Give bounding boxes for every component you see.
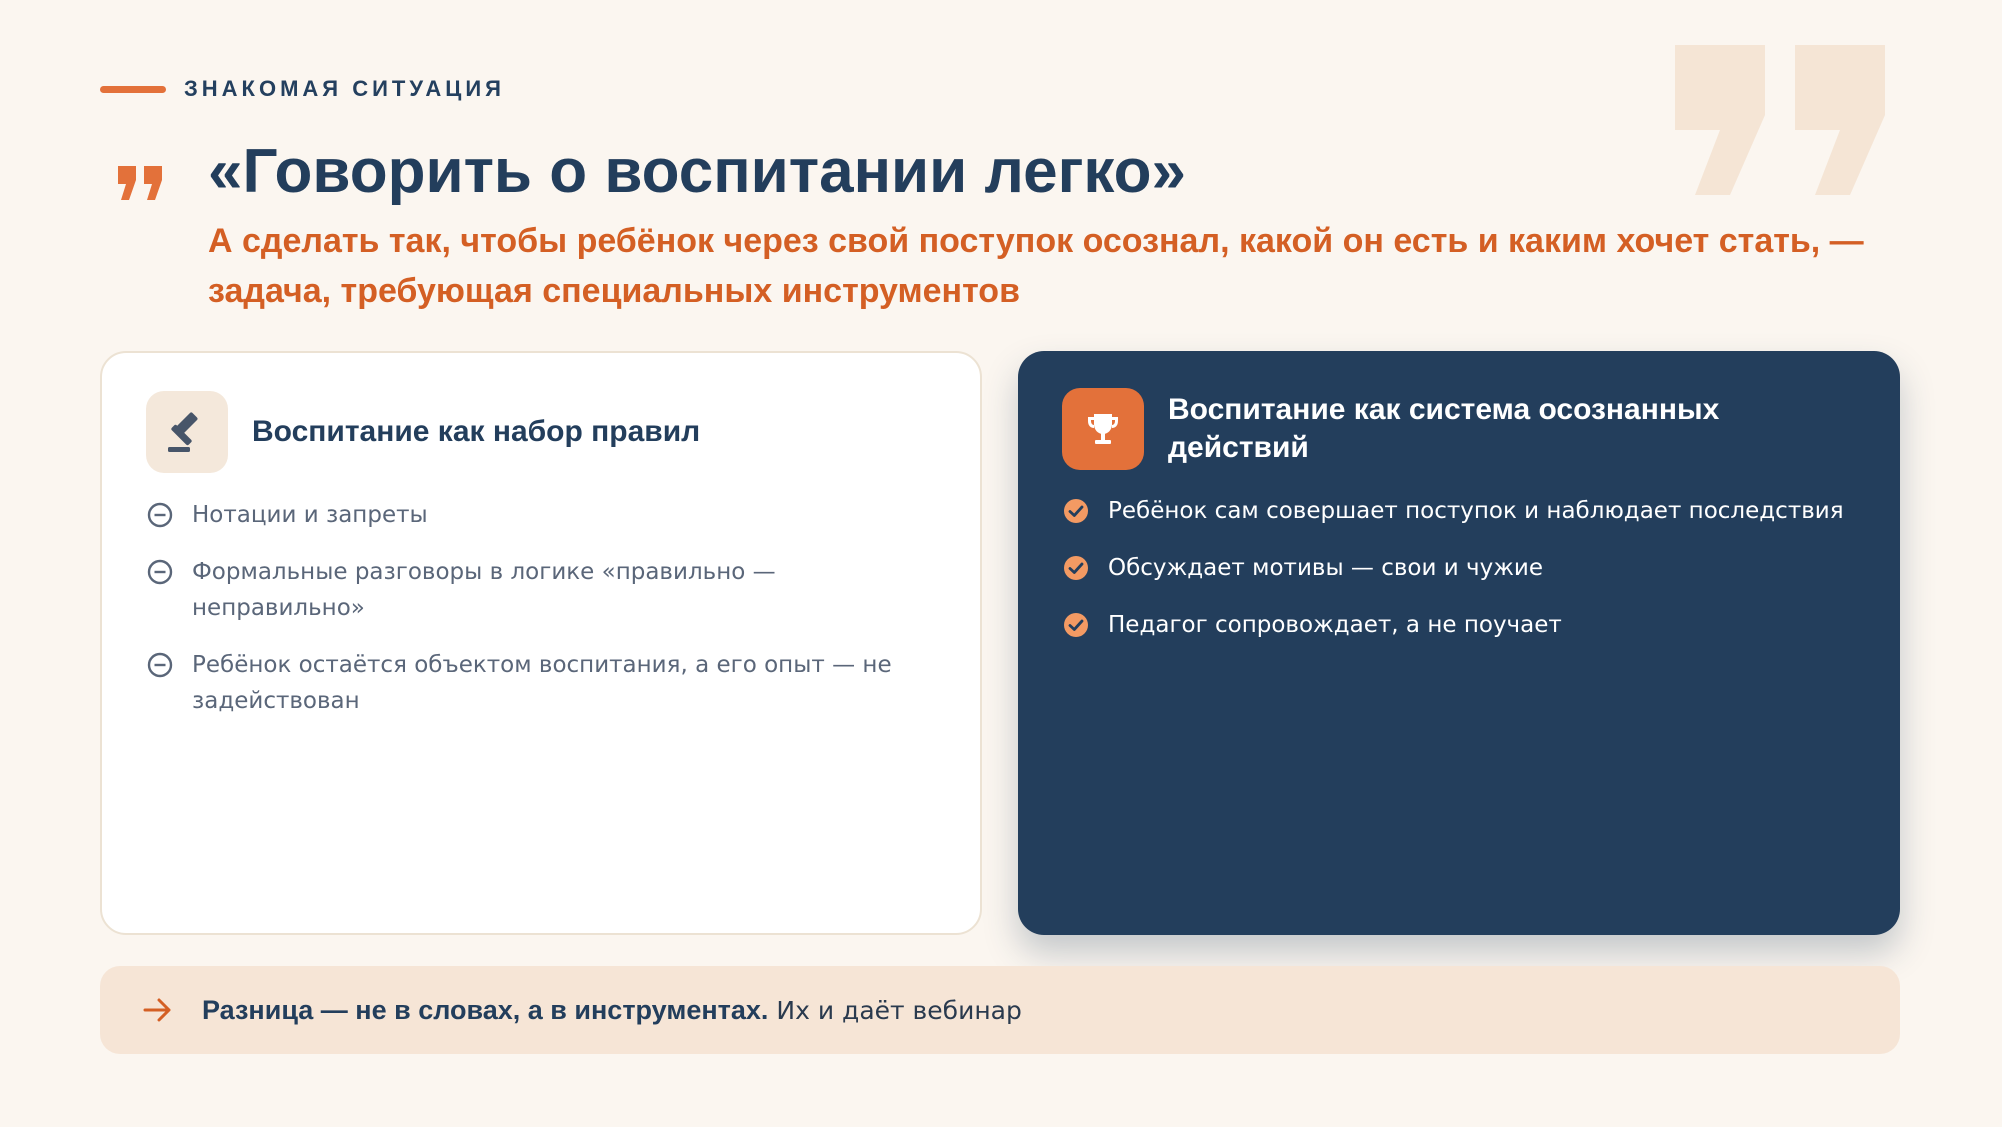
list-item-text: Педагог сопровождает, а не поучает [1108, 612, 1562, 638]
list-item-text: Нотации и запреты [192, 502, 428, 528]
conscious-actions-card [1018, 351, 1900, 935]
check-circle-icon [1062, 497, 1090, 525]
list-item [1062, 607, 1856, 643]
list-item-text: Ребёнок остаётся объектом воспитания, а его опыт — не задействован [192, 652, 892, 714]
list-item-text: Формальные разговоры в логике «правильно — неправильно» [192, 559, 776, 621]
footer-banner [100, 966, 1900, 1054]
rules-icon-box [146, 391, 228, 473]
eyebrow-accent-line [100, 86, 166, 93]
conscious-list [1062, 493, 1856, 664]
check-circle-icon [1062, 554, 1090, 582]
conscious-card-header [1062, 388, 1860, 470]
list-item [146, 554, 936, 626]
minus-circle-icon [146, 651, 174, 679]
trophy-icon-box [1062, 388, 1144, 470]
eyebrow [100, 76, 505, 102]
rules-card-title: Воспитание как набор правил [252, 415, 701, 448]
footer-text: Их и даёт вебинар [776, 995, 1022, 1025]
arrow-right-icon [142, 996, 174, 1024]
check-circle-icon [1062, 611, 1090, 639]
quote-mark-icon [116, 164, 166, 202]
list-item [1062, 550, 1856, 586]
gavel-icon [164, 409, 210, 455]
conscious-card-title: Воспитание как система осознанных действий [1168, 393, 1720, 464]
page-subtitle: А сделать так, чтобы ребёнок через свой поступок осознал, какой он есть и каким хочет стать, — задача, требующая специальных инструментов [208, 222, 1864, 310]
list-item-text: Ребёнок сам совершает поступок и наблюдает последствия [1108, 498, 1844, 524]
trophy-icon [1083, 409, 1123, 449]
list-item-text: Обсуждает мотивы — свои и чужие [1108, 555, 1544, 581]
eyebrow-label: ЗНАКОМАЯ СИТУАЦИЯ [184, 76, 505, 101]
rules-card-header [146, 391, 940, 473]
rules-card [100, 351, 982, 935]
list-item [146, 497, 936, 533]
page-title: «Говорить о воспитании легко» [208, 137, 1186, 206]
large-quote-mark-icon [1660, 20, 1900, 210]
minus-circle-icon [146, 501, 174, 529]
footer-emphasis: Разница — не в словах, а в инструментах. [202, 994, 769, 1025]
list-item [1062, 493, 1856, 529]
list-item [146, 647, 936, 719]
minus-circle-icon [146, 558, 174, 586]
rules-list [146, 497, 936, 740]
